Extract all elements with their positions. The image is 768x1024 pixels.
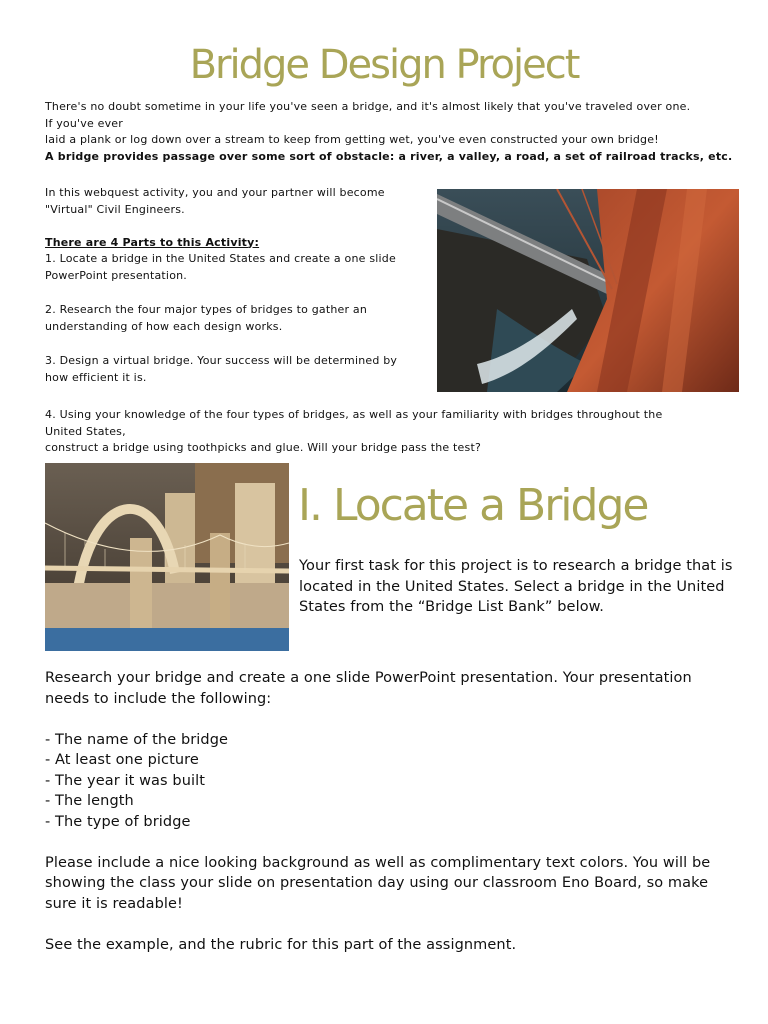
- part-3-cont: how efficient it is.: [45, 370, 147, 384]
- intro-line: If you've ever: [45, 116, 123, 130]
- part-2-cont: understanding of how each design works.: [45, 319, 283, 333]
- research-block: [45, 668, 745, 955]
- requirement-item: - The year it was built: [45, 772, 206, 789]
- task-line: Your first task for this project is to research a bridge that is: [299, 558, 733, 574]
- part-1: 1. Locate a bridge in the United States and create a one slide: [45, 252, 396, 265]
- intro-line: laid a plank or log down over a stream to keep from getting wet, you've even constructed your own bridge!: [45, 133, 659, 146]
- intro-line: There's no doubt sometime in your life you've seen a bridge, and it's almost likely that you've traveled over one.: [45, 100, 691, 113]
- part-4: 4. Using your knowledge of the four types of bridges, as well as your familiarity with bridges throughout the: [45, 408, 663, 421]
- research-line: Research your bridge and create a one slide PowerPoint presentation. Your presentation: [45, 670, 692, 686]
- requirement-item: - At least one picture: [45, 752, 199, 768]
- task-line: located in the United States. Select a bridge in the United: [299, 578, 725, 595]
- part-4-cont: United States,: [45, 424, 126, 438]
- requirement-item: - The type of bridge: [45, 813, 191, 830]
- task-paragraph: [299, 556, 739, 618]
- golden-gate-tower-photo: [437, 189, 739, 392]
- part-2: 2. Research the four major types of bridges to gather an: [45, 303, 368, 316]
- task-line: States from the “Bridge List Bank” below.: [299, 599, 605, 615]
- requirement-item: - The length: [45, 793, 134, 809]
- requirement-item: - The name of the bridge: [45, 731, 229, 748]
- please-line: showing the class your slide on presentation day using our classroom Eno Board, so make: [45, 875, 709, 891]
- intro-bold-line: A bridge provides passage over some sort of obstacle: a river, a valley, a road, a set of railroad tracks, etc.: [45, 149, 733, 163]
- intro-paragraph: [45, 99, 745, 165]
- parts-heading: There are 4 Parts to this Activity:: [45, 235, 260, 249]
- part-4-block: [45, 407, 745, 457]
- please-line: Please include a nice looking background as well as complimentary text colors. You will be: [45, 854, 711, 871]
- page-title: Bridge Design Project: [189, 42, 579, 88]
- activity-line: In this webquest activity, you and your partner will become: [45, 186, 385, 199]
- part-3: 3. Design a virtual bridge. Your success will be determined by: [45, 354, 398, 367]
- see-example-line: See the example, and the rubric for this part of the assignment.: [45, 936, 517, 953]
- research-line: needs to include the following:: [45, 690, 272, 707]
- activity-block: [45, 185, 430, 386]
- part-4-cont: construct a bridge using toothpicks and glue. Will your bridge pass the test?: [45, 441, 481, 454]
- activity-line: "Virtual" Civil Engineers.: [45, 202, 185, 216]
- please-line: sure it is readable!: [45, 895, 183, 912]
- part-1-cont: PowerPoint presentation.: [45, 268, 187, 282]
- section-heading: I. Locate a Bridge: [298, 480, 648, 531]
- toothpick-bridge-model-photo: [45, 463, 289, 651]
